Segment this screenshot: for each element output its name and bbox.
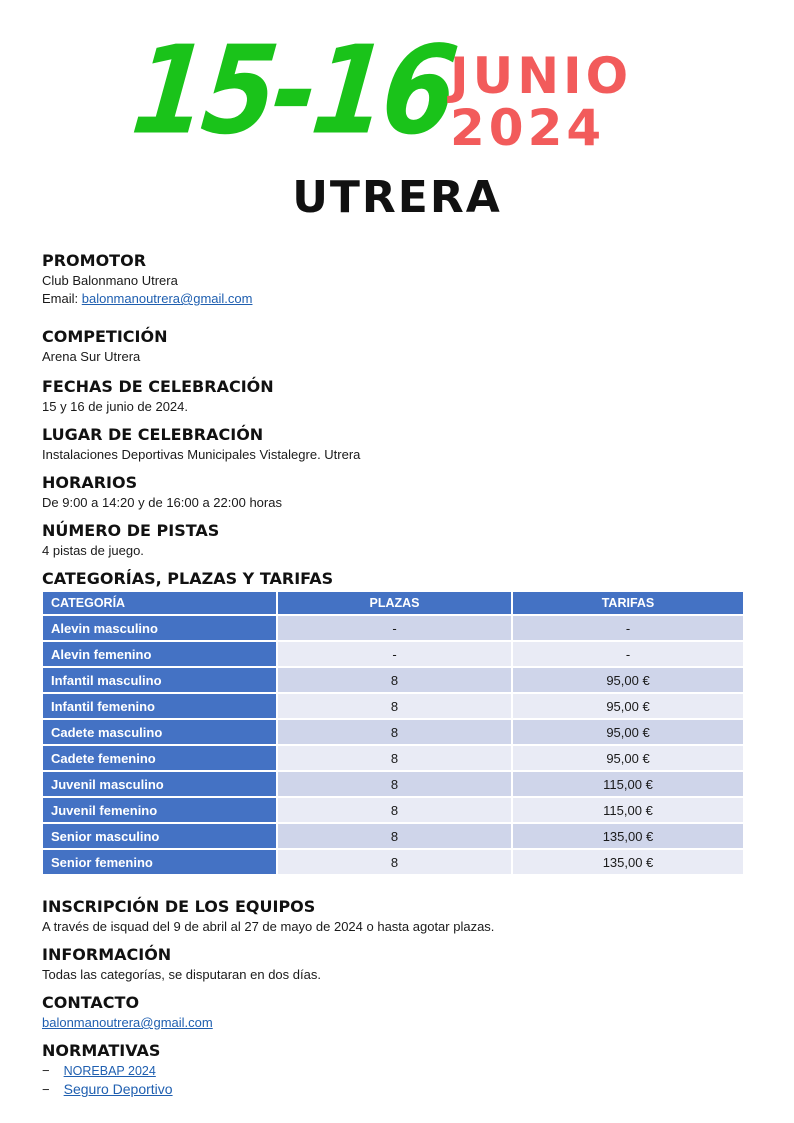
- table-row: [43, 746, 743, 770]
- list-item: [42, 1062, 752, 1080]
- event-city: UTRERA: [292, 172, 502, 223]
- document-body: [42, 250, 752, 1099]
- cell-tarifa: -: [513, 642, 743, 666]
- event-year: 2024: [450, 99, 606, 157]
- lugar-text: Instalaciones Deportivas Municipales Vistalegre. Utrera: [42, 447, 361, 462]
- list-item: [42, 1080, 752, 1099]
- table-row: [43, 850, 743, 874]
- dash-bullet: −: [42, 1063, 50, 1078]
- table-row: [43, 720, 743, 744]
- section-inscripcion: [42, 896, 752, 936]
- table-row: [43, 668, 743, 692]
- seguro-deportivo-link[interactable]: Seguro Deportivo: [63, 1081, 173, 1097]
- promotor-email-link[interactable]: balonmanoutrera@gmail.com: [81, 291, 253, 306]
- event-dates: 15-16: [126, 19, 461, 162]
- horarios-text: De 9:00 a 14:20 y de 16:00 a 22:00 horas: [42, 495, 282, 510]
- event-month: JUNIO: [450, 47, 633, 105]
- contacto-email-link[interactable]: balonmanoutrera@gmail.com: [42, 1015, 213, 1030]
- cell-plazas: 8: [278, 746, 511, 770]
- cell-tarifa: 95,00 €: [513, 746, 743, 770]
- cell-categoria: Juvenil femenino: [43, 798, 276, 822]
- cell-plazas: 8: [278, 824, 511, 848]
- cell-plazas: 8: [278, 668, 511, 692]
- section-title: CONTACTO: [42, 993, 140, 1012]
- normativas-list: [42, 1062, 752, 1099]
- section-promotor: [42, 250, 752, 308]
- section-competicion: [42, 326, 752, 366]
- cell-categoria: Juvenil masculino: [43, 772, 276, 796]
- section-informacion: [42, 944, 752, 984]
- header-tarifas: TARIFAS: [513, 592, 743, 614]
- informacion-text: Todas las categorías, se disputaran en dos días.: [42, 967, 321, 982]
- section-title: CATEGORÍAS, PLAZAS Y TARIFAS: [42, 569, 334, 588]
- norebap-link[interactable]: NOREBAP 2024: [63, 1064, 156, 1078]
- cell-tarifa: 115,00 €: [513, 798, 743, 822]
- section-title: PROMOTOR: [42, 251, 147, 270]
- promotor-email-line: [42, 290, 752, 308]
- section-title: NORMATIVAS: [42, 1041, 161, 1060]
- section-title: COMPETICIÓN: [42, 327, 168, 346]
- cell-tarifa: 135,00 €: [513, 850, 743, 874]
- section-contacto: [42, 992, 752, 1032]
- cell-plazas: 8: [278, 720, 511, 744]
- event-banner: [0, 0, 794, 230]
- cell-plazas: 8: [278, 850, 511, 874]
- cell-tarifa: 135,00 €: [513, 824, 743, 848]
- header-categoria: CATEGORÍA: [43, 592, 276, 614]
- email-label: Email:: [42, 291, 79, 306]
- table-row: [43, 798, 743, 822]
- cell-tarifa: 115,00 €: [513, 772, 743, 796]
- section-title: INFORMACIÓN: [42, 945, 172, 964]
- cell-tarifa: 95,00 €: [513, 668, 743, 692]
- section-title: HORARIOS: [42, 473, 138, 492]
- cell-categoria: Alevin masculino: [43, 616, 276, 640]
- table-row: [43, 824, 743, 848]
- cell-tarifa: 95,00 €: [513, 720, 743, 744]
- fechas-text: 15 y 16 de junio de 2024.: [42, 399, 189, 414]
- section-categorias: [42, 568, 752, 876]
- section-fechas: [42, 376, 752, 416]
- cell-categoria: Cadete masculino: [43, 720, 276, 744]
- header-plazas: PLAZAS: [278, 592, 511, 614]
- promotor-name: Club Balonmano Utrera: [42, 273, 178, 288]
- section-pistas: [42, 520, 752, 560]
- cell-tarifa: 95,00 €: [513, 694, 743, 718]
- table-row: [43, 772, 743, 796]
- table-row: [43, 694, 743, 718]
- cell-categoria: Infantil femenino: [43, 694, 276, 718]
- cell-plazas: -: [278, 616, 511, 640]
- section-horarios: [42, 472, 752, 512]
- contacto-line: [42, 1014, 752, 1032]
- cell-categoria: Infantil masculino: [43, 668, 276, 692]
- categories-table: [41, 590, 745, 876]
- cell-categoria: Cadete femenino: [43, 746, 276, 770]
- section-lugar: [42, 424, 752, 464]
- cell-plazas: 8: [278, 772, 511, 796]
- table-row: [43, 642, 743, 666]
- dash-bullet: −: [42, 1082, 50, 1097]
- cell-plazas: -: [278, 642, 511, 666]
- section-normativas: [42, 1040, 752, 1099]
- cell-categoria: Senior masculino: [43, 824, 276, 848]
- table-header-row: [43, 592, 743, 614]
- competicion-text: Arena Sur Utrera: [42, 349, 141, 364]
- cell-tarifa: -: [513, 616, 743, 640]
- month-year-block: [450, 47, 633, 157]
- cell-plazas: 8: [278, 798, 511, 822]
- section-title: NÚMERO DE PISTAS: [42, 521, 220, 540]
- section-title: LUGAR DE CELEBRACIÓN: [42, 425, 264, 444]
- table-row: [43, 616, 743, 640]
- pistas-text: 4 pistas de juego.: [42, 543, 144, 558]
- inscripcion-text: A través de isquad del 9 de abril al 27 de mayo de 2024 o hasta agotar plazas.: [42, 919, 495, 934]
- cell-plazas: 8: [278, 694, 511, 718]
- section-title: INSCRIPCIÓN DE LOS EQUIPOS: [42, 897, 316, 916]
- cell-categoria: Senior femenino: [43, 850, 276, 874]
- section-title: FECHAS DE CELEBRACIÓN: [42, 377, 274, 396]
- cell-categoria: Alevin femenino: [43, 642, 276, 666]
